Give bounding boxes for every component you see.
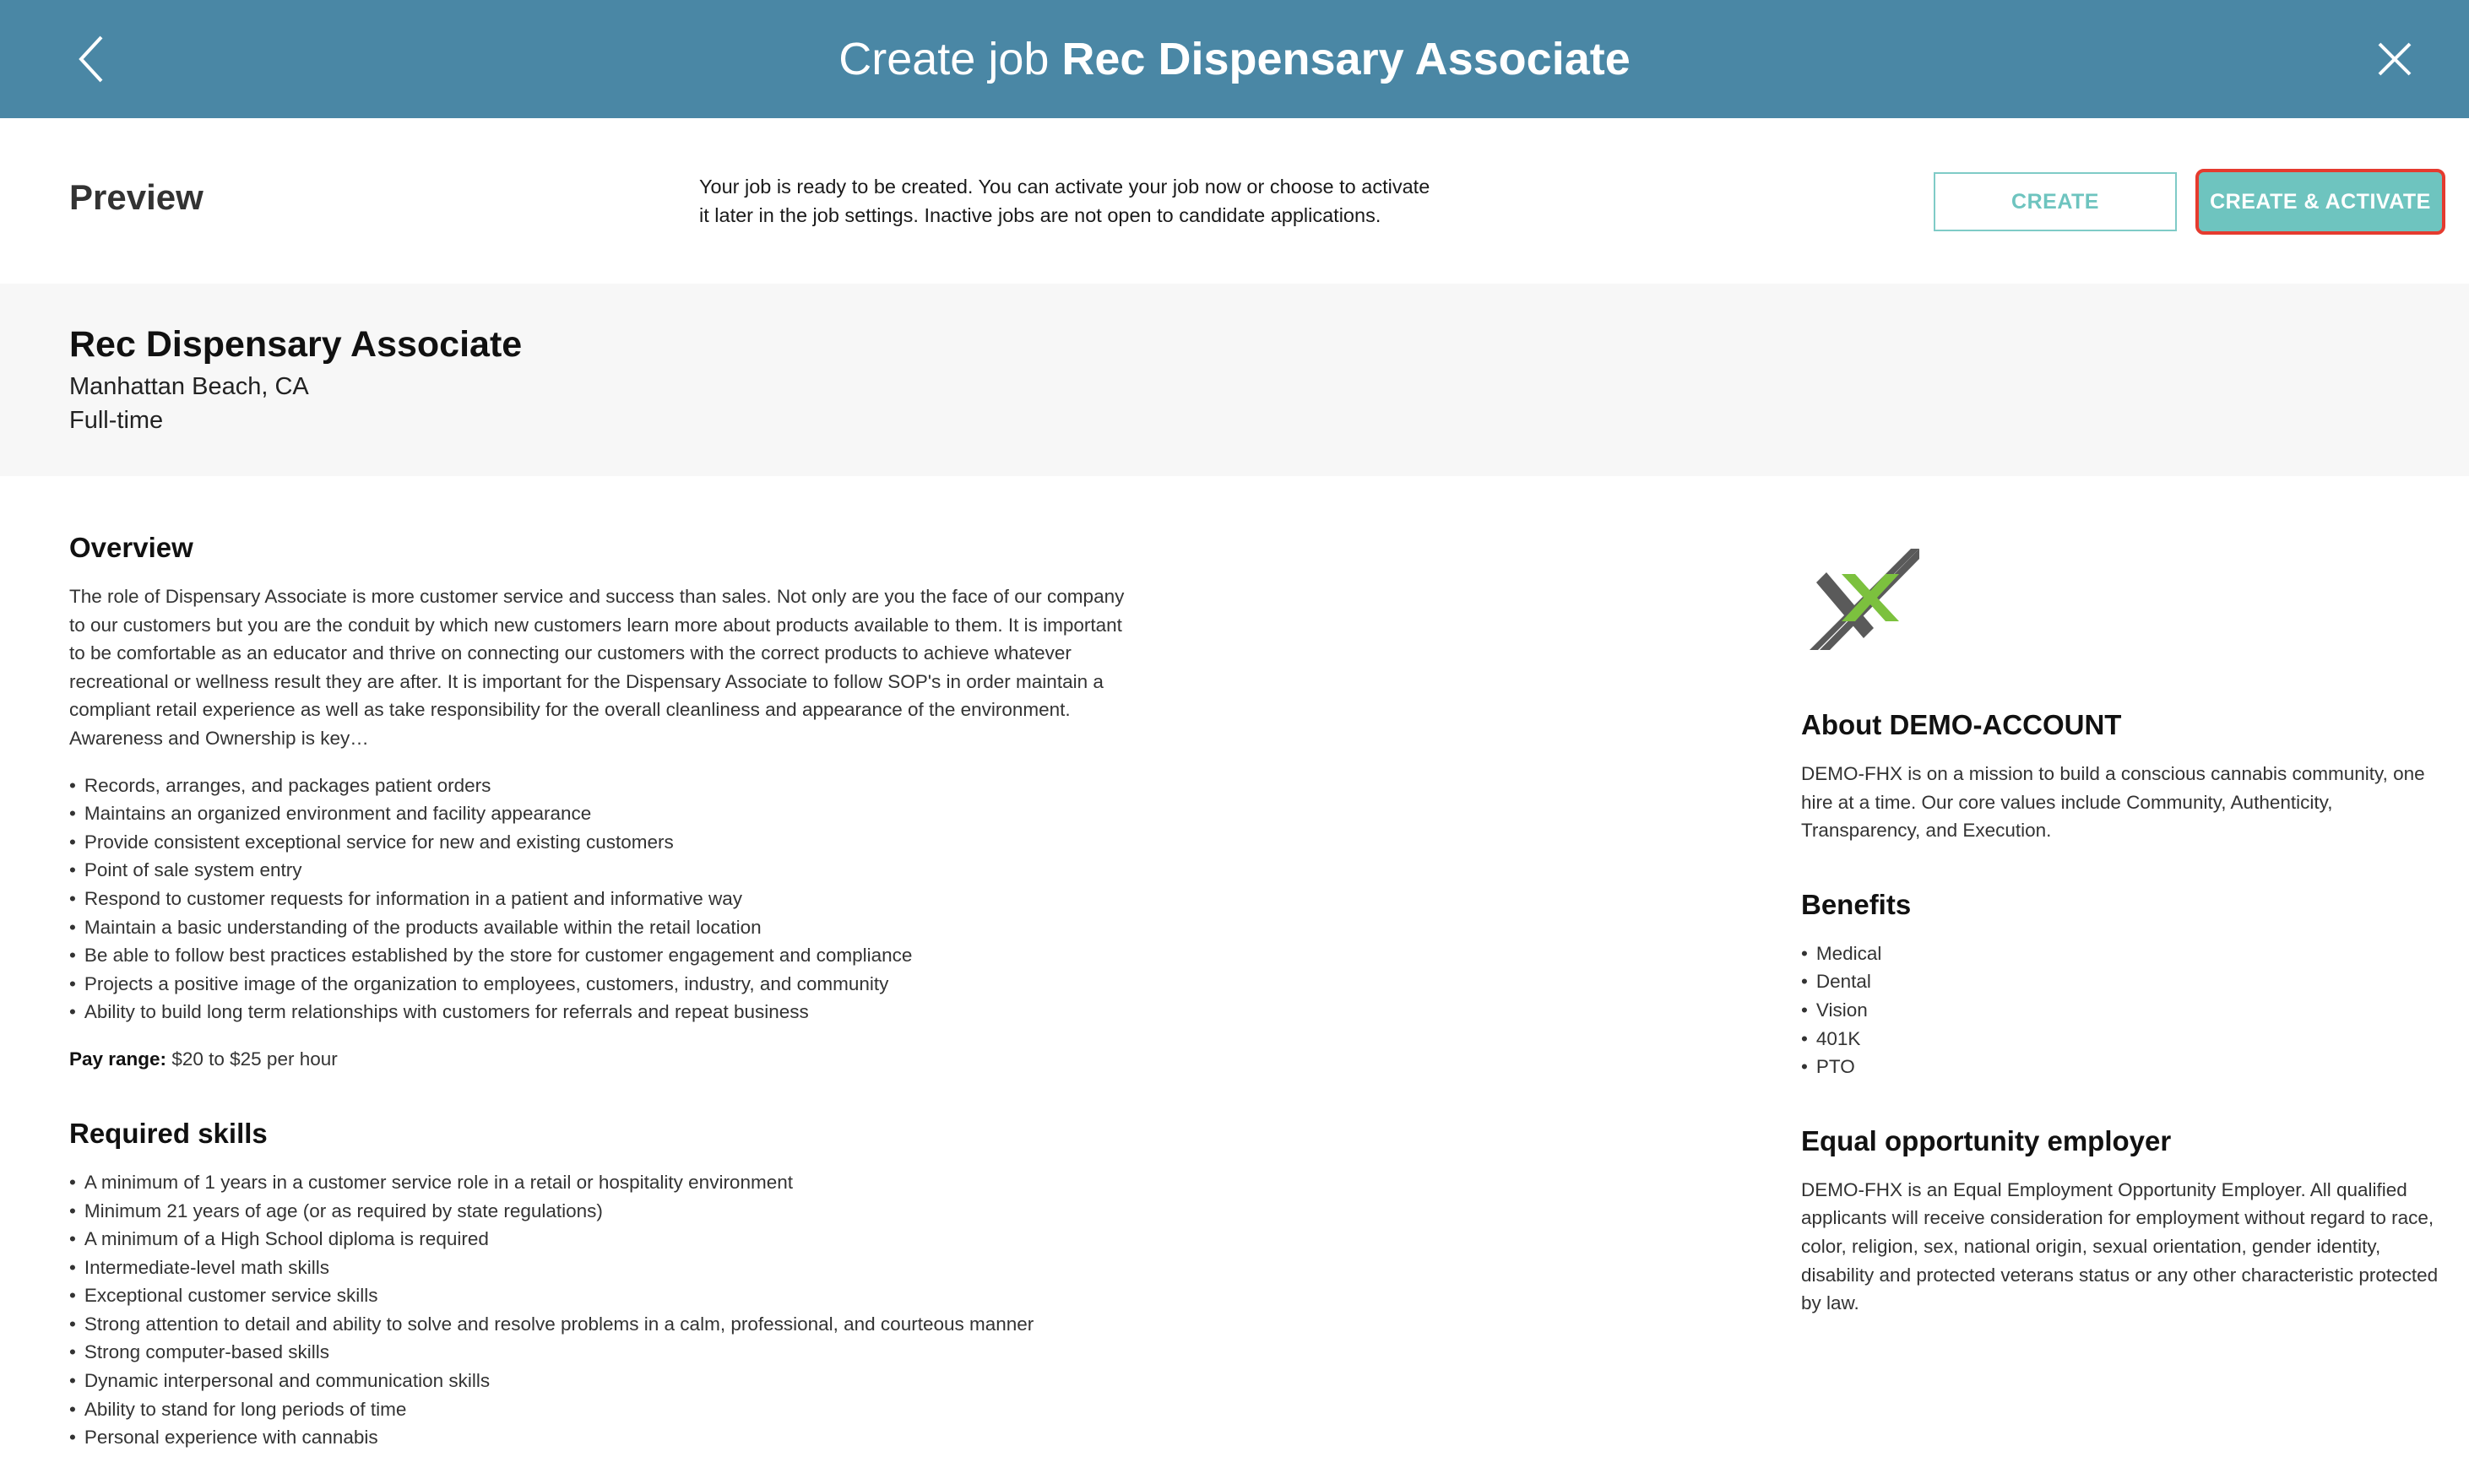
job-type: Full-time	[69, 407, 164, 434]
pay-range-value: $20 to $25 per hour	[171, 1048, 338, 1070]
list-item: • Medical	[1801, 940, 2443, 968]
benefits-section	[1801, 889, 2443, 1081]
pay-range-label: Pay range:	[69, 1048, 167, 1070]
eoe-section	[1801, 1125, 2443, 1318]
eoe-heading: Equal opportunity employer	[1801, 1124, 2172, 1156]
list-item: • Respond to customer requests for information in a patient and informative way	[69, 885, 1133, 913]
list-item: • Dynamic interpersonal and communication skills	[69, 1367, 1133, 1395]
list-item: • A minimum of a High School diploma is required	[69, 1225, 1133, 1254]
about-section	[1801, 709, 2443, 845]
company-logo	[1801, 540, 1928, 658]
responsibilities-list	[69, 772, 1133, 1026]
create-and-activate-button[interactable]: CREATE & ACTIVATE	[2195, 169, 2445, 235]
close-button[interactable]	[2371, 35, 2418, 83]
list-item: • Ability to build long term relationships with customers for referrals and repeat business	[69, 998, 1133, 1026]
list-item: • Projects a positive image of the organization to employees, customers, industry, and community	[69, 970, 1133, 999]
job-title: Rec Dispensary Associate	[69, 324, 523, 365]
list-item: • A minimum of 1 years in a customer service role in a retail or hospitality environment	[69, 1168, 1133, 1197]
list-item: • Ability to stand for long periods of time	[69, 1395, 1133, 1424]
list-item: • Minimum 21 years of age (or as required by state regulations)	[69, 1197, 1133, 1226]
pay-range	[69, 1048, 1133, 1070]
page-title-prefix: Create job	[838, 34, 1050, 84]
list-item: • Maintains an organized environment and facility appearance	[69, 799, 1133, 828]
list-item: • Intermediate-level math skills	[69, 1254, 1133, 1282]
about-text: DEMO-FHX is on a mission to build a conscious cannabis community, one hire at a time. Our core values include Community, Authenticity, Transparency, and Execution.	[1801, 763, 2425, 842]
benefits-heading: Benefits	[1801, 888, 1912, 920]
list-item: • Dental	[1801, 967, 2443, 996]
list-item: • Strong computer-based skills	[69, 1338, 1133, 1367]
company-sidebar	[1801, 540, 2443, 1362]
eoe-text: DEMO-FHX is an Equal Employment Opportunity Employer. All qualified applicants will receive consideration for employment without regard to race, color, religion, sex, national origin, sexual orientation, gender identity, disability and protected veterans status or any other characteristic protected by law.	[1801, 1178, 2439, 1314]
top-bar	[0, 0, 2469, 118]
job-location: Manhattan Beach, CA	[69, 373, 309, 400]
preview-title: Preview	[69, 177, 203, 217]
list-item: • 401K	[1801, 1025, 2443, 1053]
company-x-logo-icon	[1801, 540, 1928, 658]
preview-message: Your job is ready to be created. You can activate your job now or choose to activate it later in the job settings. Inactive jobs are not open to candidate applications.	[699, 176, 1430, 226]
list-item: • Provide consistent exceptional service for new and existing customers	[69, 828, 1133, 857]
list-item: • Records, arranges, and packages patient orders	[69, 772, 1133, 800]
list-item: • Vision	[1801, 996, 2443, 1025]
job-header	[0, 284, 2469, 476]
page-title-job: Rec Dispensary Associate	[1061, 34, 1631, 84]
list-item: • Exceptional customer service skills	[69, 1281, 1133, 1310]
overview-heading: Overview	[69, 532, 193, 563]
job-description	[69, 532, 1133, 1452]
preview-bar	[0, 118, 2469, 284]
about-heading: About DEMO-ACCOUNT	[1801, 709, 2122, 740]
close-icon	[2371, 35, 2418, 83]
required-skills-list	[69, 1168, 1133, 1452]
list-item: • Strong attention to detail and ability to solve and resolve problems in a calm, professional, and courteous manner	[69, 1310, 1133, 1339]
list-item: • Maintain a basic understanding of the products available within the retail location	[69, 913, 1133, 942]
page-title	[0, 25, 2469, 93]
list-item: • Be able to follow best practices established by the store for customer engagement and compliance	[69, 941, 1133, 970]
list-item: • Personal experience with cannabis	[69, 1423, 1133, 1452]
list-item: • Point of sale system entry	[69, 856, 1133, 885]
list-item: • PTO	[1801, 1053, 2443, 1081]
create-button[interactable]: CREATE	[1934, 172, 2177, 231]
required-skills-heading: Required skills	[69, 1117, 268, 1149]
overview-text: The role of Dispensary Associate is more customer service and success than sales. Not only are you the face of our company to our customers but you are the conduit by which new customers learn more about products available to them. It is important to be comfortable as an educator and thrive on connecting our customers with the correct products to achieve whatever recreational or wellness result they are after. It is important for the Dispensary Associate to follow SOP's in order maintain a compliant retail experience as well as take responsibility for the overall cleanliness and appearance of the environment. Awareness and Ownership is key…	[69, 586, 1125, 749]
benefits-list	[1801, 940, 2443, 1081]
